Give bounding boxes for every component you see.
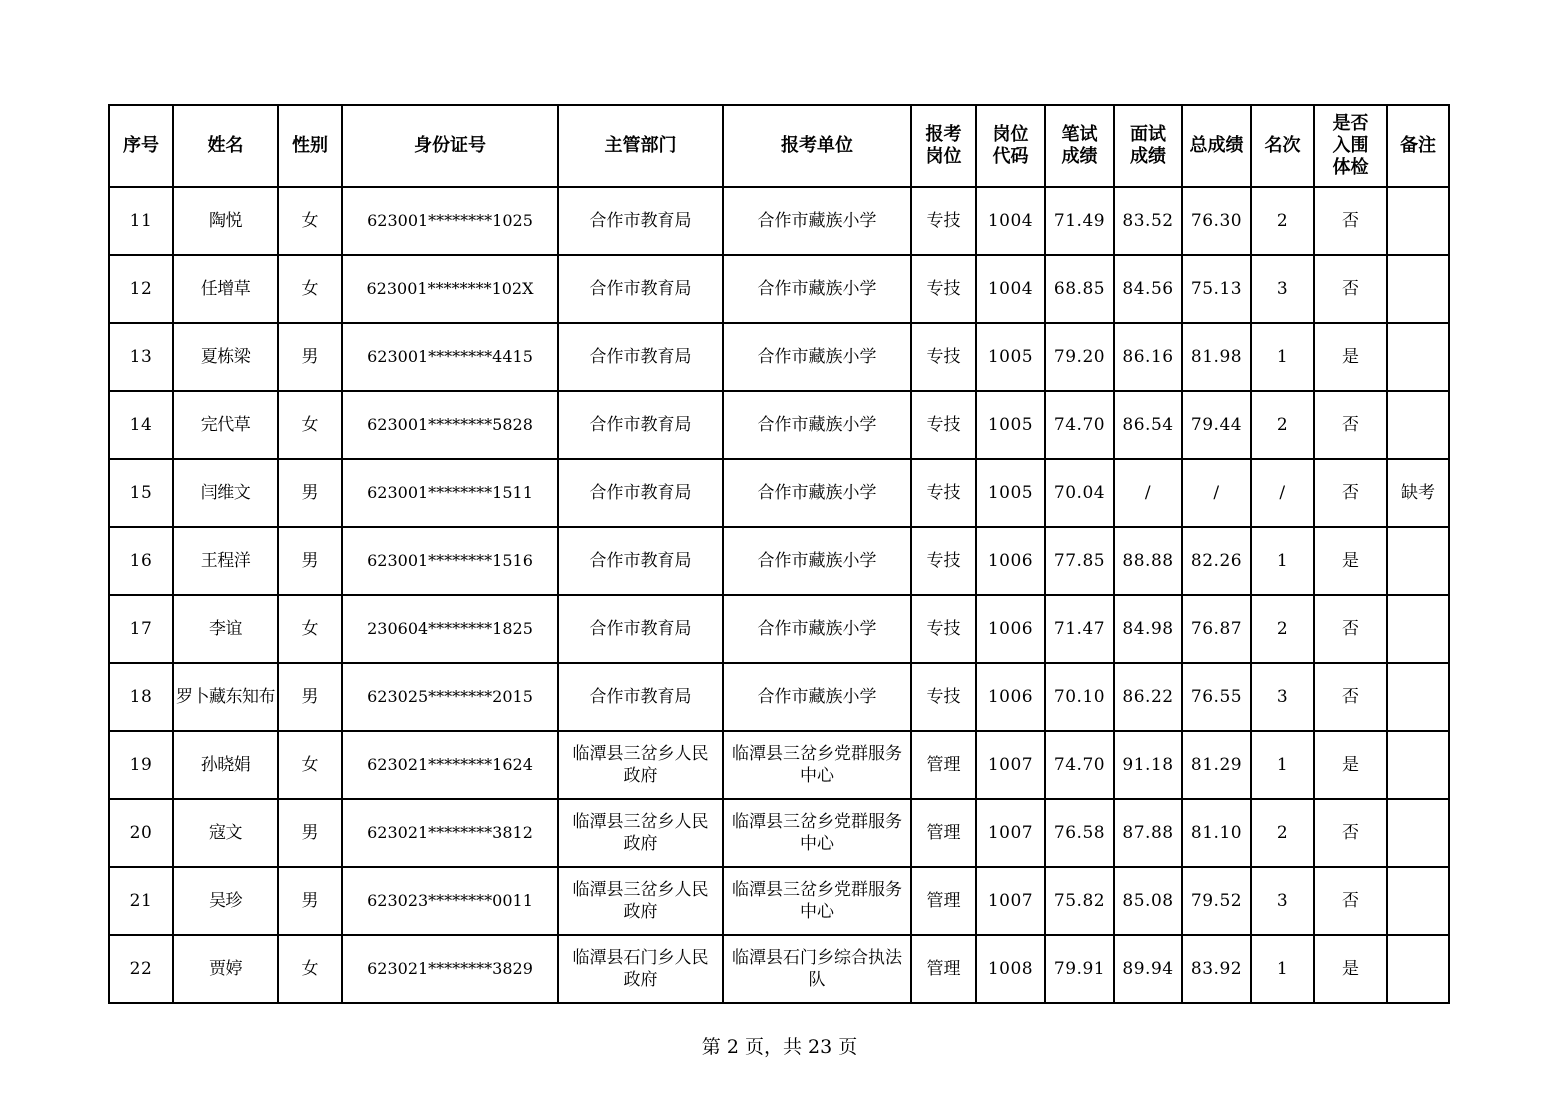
- cell-total-score: 75.13: [1182, 255, 1251, 323]
- cell-name: 完代草: [173, 391, 278, 459]
- cell-department: 合作市教育局: [558, 323, 723, 391]
- page-footer: 第 2 页，共 23 页: [701, 1036, 858, 1058]
- cell-written-score: 70.04: [1045, 459, 1114, 527]
- cell-physical-exam: 是: [1314, 935, 1387, 1003]
- cell-code: 1006: [976, 527, 1045, 595]
- cell-position: 专技: [911, 255, 976, 323]
- header-code: 岗位代码: [976, 105, 1045, 187]
- cell-gender: 男: [278, 867, 342, 935]
- cell-id-number: 623001********1025: [342, 187, 558, 255]
- cell-department: 合作市教育局: [558, 595, 723, 663]
- cell-gender: 男: [278, 459, 342, 527]
- cell-total-score: 76.87: [1182, 595, 1251, 663]
- cell-unit: 合作市藏族小学: [723, 663, 911, 731]
- cell-written-score: 71.47: [1045, 595, 1114, 663]
- cell-department: 合作市教育局: [558, 391, 723, 459]
- cell-name: 李谊: [173, 595, 278, 663]
- table-row: [109, 187, 1449, 255]
- cell-physical-exam: 否: [1314, 459, 1387, 527]
- cell-remark: [1387, 867, 1449, 935]
- cell-total-score: /: [1182, 459, 1251, 527]
- cell-seq: 19: [109, 731, 173, 799]
- cell-physical-exam: 否: [1314, 255, 1387, 323]
- cell-interview-score: 87.88: [1114, 799, 1182, 867]
- cell-name: 夏栋梁: [173, 323, 278, 391]
- cell-seq: 16: [109, 527, 173, 595]
- cell-department: 合作市教育局: [558, 255, 723, 323]
- cell-id-number: 623025********2015: [342, 663, 558, 731]
- cell-id-number: 623021********1624: [342, 731, 558, 799]
- table-row: [109, 323, 1449, 391]
- cell-name: 贾婷: [173, 935, 278, 1003]
- cell-unit: 合作市藏族小学: [723, 459, 911, 527]
- cell-id-number: 623021********3829: [342, 935, 558, 1003]
- cell-code: 1005: [976, 391, 1045, 459]
- header-unit: 报考单位: [723, 105, 911, 187]
- table-header-row: [109, 105, 1449, 187]
- cell-written-score: 79.91: [1045, 935, 1114, 1003]
- cell-interview-score: 91.18: [1114, 731, 1182, 799]
- cell-gender: 男: [278, 799, 342, 867]
- header-position: 报考岗位: [911, 105, 976, 187]
- cell-seq: 21: [109, 867, 173, 935]
- cell-rank: 3: [1251, 663, 1314, 731]
- cell-remark: 缺考: [1387, 459, 1449, 527]
- cell-department: 合作市教育局: [558, 459, 723, 527]
- cell-remark: [1387, 935, 1449, 1003]
- table-row: [109, 459, 1449, 527]
- table-body: [109, 187, 1449, 1003]
- cell-unit: 合作市藏族小学: [723, 255, 911, 323]
- cell-position: 专技: [911, 459, 976, 527]
- cell-unit: 合作市藏族小学: [723, 595, 911, 663]
- cell-unit: 临潭县三岔乡党群服务中心: [723, 731, 911, 799]
- header-written: 笔试成绩: [1045, 105, 1114, 187]
- cell-interview-score: 88.88: [1114, 527, 1182, 595]
- table-row: [109, 799, 1449, 867]
- cell-physical-exam: 是: [1314, 731, 1387, 799]
- cell-remark: [1387, 255, 1449, 323]
- cell-physical-exam: 是: [1314, 527, 1387, 595]
- cell-gender: 男: [278, 527, 342, 595]
- cell-seq: 17: [109, 595, 173, 663]
- header-interview: 面试成绩: [1114, 105, 1182, 187]
- cell-interview-score: 86.16: [1114, 323, 1182, 391]
- header-seq: 序号: [109, 105, 173, 187]
- table-row: [109, 527, 1449, 595]
- cell-remark: [1387, 799, 1449, 867]
- cell-department: 临潭县三岔乡人民政府: [558, 799, 723, 867]
- cell-name: 陶悦: [173, 187, 278, 255]
- cell-gender: 女: [278, 187, 342, 255]
- cell-written-score: 71.49: [1045, 187, 1114, 255]
- cell-seq: 22: [109, 935, 173, 1003]
- cell-remark: [1387, 527, 1449, 595]
- cell-position: 专技: [911, 187, 976, 255]
- cell-written-score: 79.20: [1045, 323, 1114, 391]
- cell-interview-score: 84.56: [1114, 255, 1182, 323]
- cell-department: 合作市教育局: [558, 663, 723, 731]
- cell-written-score: 68.85: [1045, 255, 1114, 323]
- cell-code: 1008: [976, 935, 1045, 1003]
- cell-remark: [1387, 663, 1449, 731]
- cell-code: 1006: [976, 595, 1045, 663]
- table-row: [109, 255, 1449, 323]
- cell-remark: [1387, 391, 1449, 459]
- cell-position: 管理: [911, 731, 976, 799]
- cell-total-score: 76.30: [1182, 187, 1251, 255]
- cell-code: 1004: [976, 255, 1045, 323]
- cell-unit: 合作市藏族小学: [723, 527, 911, 595]
- cell-seq: 20: [109, 799, 173, 867]
- results-table: [108, 104, 1450, 1004]
- cell-seq: 18: [109, 663, 173, 731]
- cell-unit: 临潭县三岔乡党群服务中心: [723, 799, 911, 867]
- cell-total-score: 83.92: [1182, 935, 1251, 1003]
- header-id-number: 身份证号: [342, 105, 558, 187]
- cell-physical-exam: 否: [1314, 663, 1387, 731]
- cell-seq: 14: [109, 391, 173, 459]
- cell-physical-exam: 否: [1314, 595, 1387, 663]
- cell-physical-exam: 否: [1314, 799, 1387, 867]
- cell-seq: 12: [109, 255, 173, 323]
- table-row: [109, 731, 1449, 799]
- cell-rank: 2: [1251, 595, 1314, 663]
- table-row: [109, 391, 1449, 459]
- cell-position: 专技: [911, 391, 976, 459]
- cell-department: 临潭县三岔乡人民政府: [558, 867, 723, 935]
- cell-code: 1004: [976, 187, 1045, 255]
- cell-name: 孙晓娟: [173, 731, 278, 799]
- cell-name: 寇文: [173, 799, 278, 867]
- cell-physical-exam: 否: [1314, 187, 1387, 255]
- cell-interview-score: 86.54: [1114, 391, 1182, 459]
- table-row: [109, 867, 1449, 935]
- cell-code: 1006: [976, 663, 1045, 731]
- cell-remark: [1387, 323, 1449, 391]
- cell-department: 临潭县石门乡人民政府: [558, 935, 723, 1003]
- cell-unit: 临潭县石门乡综合执法队: [723, 935, 911, 1003]
- table-row: [109, 595, 1449, 663]
- cell-interview-score: 89.94: [1114, 935, 1182, 1003]
- cell-unit: 临潭县三岔乡党群服务中心: [723, 867, 911, 935]
- cell-seq: 15: [109, 459, 173, 527]
- cell-position: 管理: [911, 935, 976, 1003]
- cell-rank: /: [1251, 459, 1314, 527]
- cell-rank: 1: [1251, 527, 1314, 595]
- cell-id-number: 623001********1511: [342, 459, 558, 527]
- cell-seq: 13: [109, 323, 173, 391]
- cell-unit: 合作市藏族小学: [723, 323, 911, 391]
- cell-position: 专技: [911, 663, 976, 731]
- cell-code: 1007: [976, 731, 1045, 799]
- cell-id-number: 623001********5828: [342, 391, 558, 459]
- cell-department: 合作市教育局: [558, 527, 723, 595]
- cell-physical-exam: 是: [1314, 323, 1387, 391]
- cell-code: 1007: [976, 799, 1045, 867]
- cell-name: 任增草: [173, 255, 278, 323]
- cell-gender: 男: [278, 323, 342, 391]
- cell-written-score: 77.85: [1045, 527, 1114, 595]
- cell-remark: [1387, 731, 1449, 799]
- cell-position: 管理: [911, 867, 976, 935]
- cell-physical-exam: 否: [1314, 867, 1387, 935]
- cell-position: 专技: [911, 527, 976, 595]
- cell-code: 1005: [976, 323, 1045, 391]
- cell-name: 吴珍: [173, 867, 278, 935]
- cell-rank: 2: [1251, 391, 1314, 459]
- cell-seq: 11: [109, 187, 173, 255]
- header-rank: 名次: [1251, 105, 1314, 187]
- cell-total-score: 81.29: [1182, 731, 1251, 799]
- cell-written-score: 76.58: [1045, 799, 1114, 867]
- cell-unit: 合作市藏族小学: [723, 391, 911, 459]
- cell-id-number: 230604********1825: [342, 595, 558, 663]
- cell-department: 合作市教育局: [558, 187, 723, 255]
- cell-physical-exam: 否: [1314, 391, 1387, 459]
- header-physical-exam: 是否入围体检: [1314, 105, 1387, 187]
- cell-rank: 2: [1251, 799, 1314, 867]
- header-department: 主管部门: [558, 105, 723, 187]
- cell-department: 临潭县三岔乡人民政府: [558, 731, 723, 799]
- cell-gender: 女: [278, 255, 342, 323]
- cell-gender: 女: [278, 935, 342, 1003]
- cell-id-number: 623001********1516: [342, 527, 558, 595]
- cell-total-score: 79.52: [1182, 867, 1251, 935]
- cell-written-score: 74.70: [1045, 391, 1114, 459]
- cell-rank: 1: [1251, 731, 1314, 799]
- cell-rank: 2: [1251, 187, 1314, 255]
- cell-name: 闫维文: [173, 459, 278, 527]
- cell-id-number: 623023********0011: [342, 867, 558, 935]
- cell-position: 专技: [911, 595, 976, 663]
- cell-position: 管理: [911, 799, 976, 867]
- cell-gender: 女: [278, 731, 342, 799]
- cell-gender: 女: [278, 391, 342, 459]
- cell-written-score: 75.82: [1045, 867, 1114, 935]
- cell-interview-score: 85.08: [1114, 867, 1182, 935]
- cell-total-score: 76.55: [1182, 663, 1251, 731]
- header-gender: 性别: [278, 105, 342, 187]
- cell-remark: [1387, 187, 1449, 255]
- cell-total-score: 81.98: [1182, 323, 1251, 391]
- cell-total-score: 79.44: [1182, 391, 1251, 459]
- cell-id-number: 623001********102X: [342, 255, 558, 323]
- cell-name: 罗卜藏东知布: [173, 663, 278, 731]
- cell-rank: 1: [1251, 323, 1314, 391]
- cell-written-score: 74.70: [1045, 731, 1114, 799]
- cell-rank: 3: [1251, 867, 1314, 935]
- cell-gender: 女: [278, 595, 342, 663]
- cell-total-score: 82.26: [1182, 527, 1251, 595]
- cell-rank: 3: [1251, 255, 1314, 323]
- cell-code: 1005: [976, 459, 1045, 527]
- cell-total-score: 81.10: [1182, 799, 1251, 867]
- cell-code: 1007: [976, 867, 1045, 935]
- cell-interview-score: 84.98: [1114, 595, 1182, 663]
- header-total: 总成绩: [1182, 105, 1251, 187]
- table-row: [109, 663, 1449, 731]
- cell-rank: 1: [1251, 935, 1314, 1003]
- cell-interview-score: /: [1114, 459, 1182, 527]
- cell-unit: 合作市藏族小学: [723, 187, 911, 255]
- cell-written-score: 70.10: [1045, 663, 1114, 731]
- cell-id-number: 623021********3812: [342, 799, 558, 867]
- header-name: 姓名: [173, 105, 278, 187]
- cell-name: 王程洋: [173, 527, 278, 595]
- header-remark: 备注: [1387, 105, 1449, 187]
- cell-id-number: 623001********4415: [342, 323, 558, 391]
- table-row: [109, 935, 1449, 1003]
- cell-interview-score: 86.22: [1114, 663, 1182, 731]
- cell-interview-score: 83.52: [1114, 187, 1182, 255]
- cell-position: 专技: [911, 323, 976, 391]
- cell-remark: [1387, 595, 1449, 663]
- cell-gender: 男: [278, 663, 342, 731]
